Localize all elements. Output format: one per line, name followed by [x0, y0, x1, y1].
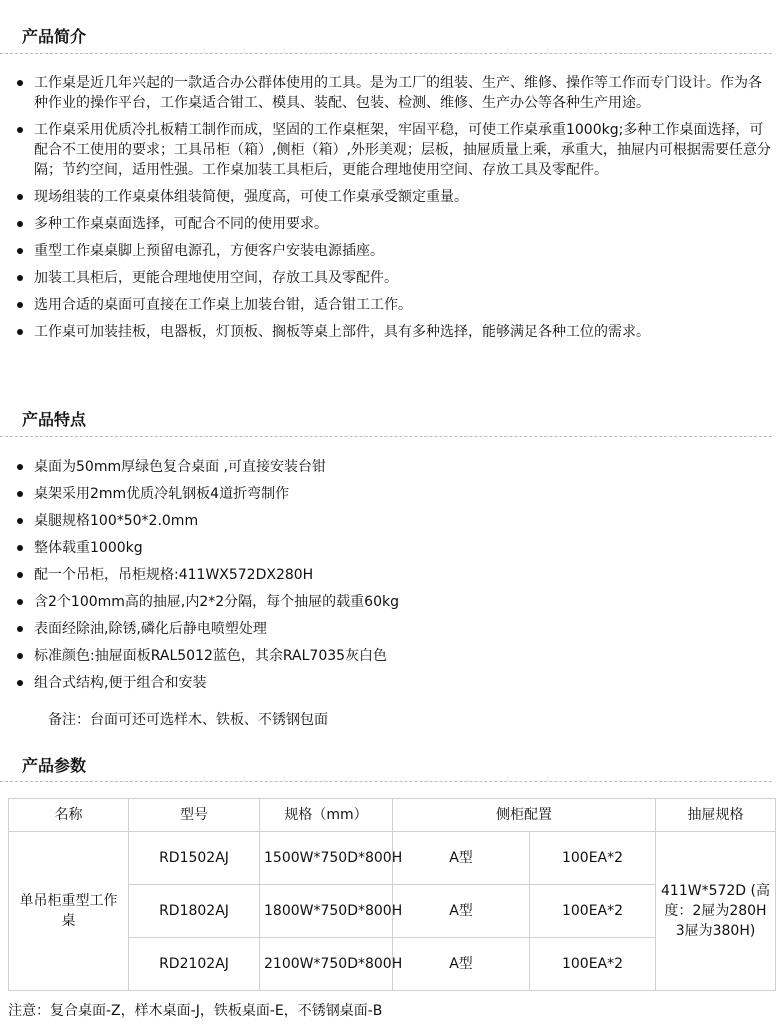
intro-item: 现场组装的工作桌桌体组装简便，强度高，可使工作桌承受额定重量。: [12, 187, 772, 207]
model-cell: RD2102AJ: [129, 938, 260, 991]
features-list: [12, 457, 772, 700]
feature-item: 桌架采用2mm优质冷轧钢板4道折弯制作: [12, 484, 772, 504]
model-cell: RD1802AJ: [129, 885, 260, 938]
feature-item: 表面经除油,除锈,磷化后静电喷塑处理: [12, 619, 772, 639]
drawer-spec-cell: 411W*572D (高度：2屉为280H 3屉为380H): [656, 832, 776, 991]
cabinet-config-cell: 100EA*2: [530, 885, 656, 938]
feature-item: 配一个吊柜，吊柜规格:411WX572DX280H: [12, 565, 772, 585]
features-divider: [0, 436, 772, 437]
intro-item: 工作桌可加装挂板，电器板，灯顶板、搁板等桌上部件，具有多种选择，能够满足各种工位的需求。: [12, 322, 772, 342]
spec-cell: 2100W*750D*800H: [260, 938, 393, 991]
intro-item: 加装工具柜后，更能合理地使用空间，存放工具及零配件。: [12, 268, 772, 288]
feature-item: 桌面为50mm厚绿色复合桌面 ,可直接安装台钳: [12, 457, 772, 477]
header-side-cabinet: 侧柜配置: [393, 799, 656, 832]
params-divider: [0, 781, 772, 782]
intro-divider: [0, 53, 772, 54]
feature-item: 整体载重1000kg: [12, 538, 772, 558]
cabinet-type-cell: A型: [393, 885, 530, 938]
table-row: [9, 832, 776, 885]
table-footnote: 注意：复合桌面-Z，样木桌面-J，铁板桌面-E，不锈钢桌面-B: [8, 1003, 383, 1019]
intro-item: 工作桌采用优质冷扎板精工制作而成，坚固的工作桌框架，牢固平稳，可使工作桌承重1000kg;多种工作桌面选择，可配合不工使用的要求；工具吊柜（箱）,侧柜（箱）,外形美观；层板，抽屉质量上乘，承重大，抽屉内可根据需要任意分隔；节约空间，适用性强。工作桌加装工具柜后，更能合理地使用空间、存放工具及零配件。: [12, 120, 772, 180]
feature-item: 组合式结构,便于组合和安装: [12, 673, 772, 693]
intro-list: [12, 73, 772, 349]
cabinet-config-cell: 100EA*2: [530, 832, 656, 885]
header-drawer-spec: 抽屉规格: [656, 799, 776, 832]
features-note: 备注：台面可还可选样木、铁板、不锈钢包面: [48, 712, 328, 728]
intro-title: 产品简介: [22, 27, 87, 46]
params-table: [8, 798, 776, 991]
header-name: 名称: [9, 799, 129, 832]
feature-item: 标准颜色:抽屉面板RAL5012蓝色，其余RAL7035灰白色: [12, 646, 772, 666]
product-name-cell: 单吊柜重型工作桌: [9, 832, 129, 991]
params-title: 产品参数: [22, 756, 87, 775]
model-cell: RD1502AJ: [129, 832, 260, 885]
features-title: 产品特点: [22, 410, 87, 429]
feature-item: 含2个100mm高的抽屉,内2*2分隔，每个抽屉的载重60kg: [12, 592, 772, 612]
header-model: 型号: [129, 799, 260, 832]
spec-cell: 1800W*750D*800H: [260, 885, 393, 938]
cabinet-type-cell: A型: [393, 938, 530, 991]
intro-item: 多种工作桌桌面选择，可配合不同的使用要求。: [12, 214, 772, 234]
table-header-row: [9, 799, 776, 832]
intro-item: 重型工作桌桌脚上预留电源孔，方便客户安装电源插座。: [12, 241, 772, 261]
cabinet-config-cell: 100EA*2: [530, 938, 656, 991]
spec-cell: 1500W*750D*800H: [260, 832, 393, 885]
feature-item: 桌腿规格100*50*2.0mm: [12, 511, 772, 531]
intro-item: 工作桌是近几年兴起的一款适合办公群体使用的工具。是为工厂的组装、生产、维修、操作等工作而专门设计。作为各种作业的操作平台，工作桌适合钳工、模具、装配、包装、检测、维修、生产办公等各种生产用途。: [12, 73, 772, 113]
intro-item: 选用合适的桌面可直接在工作桌上加装台钳，适合钳工工作。: [12, 295, 772, 315]
header-spec: 规格（mm）: [260, 799, 393, 832]
cabinet-type-cell: A型: [393, 832, 530, 885]
